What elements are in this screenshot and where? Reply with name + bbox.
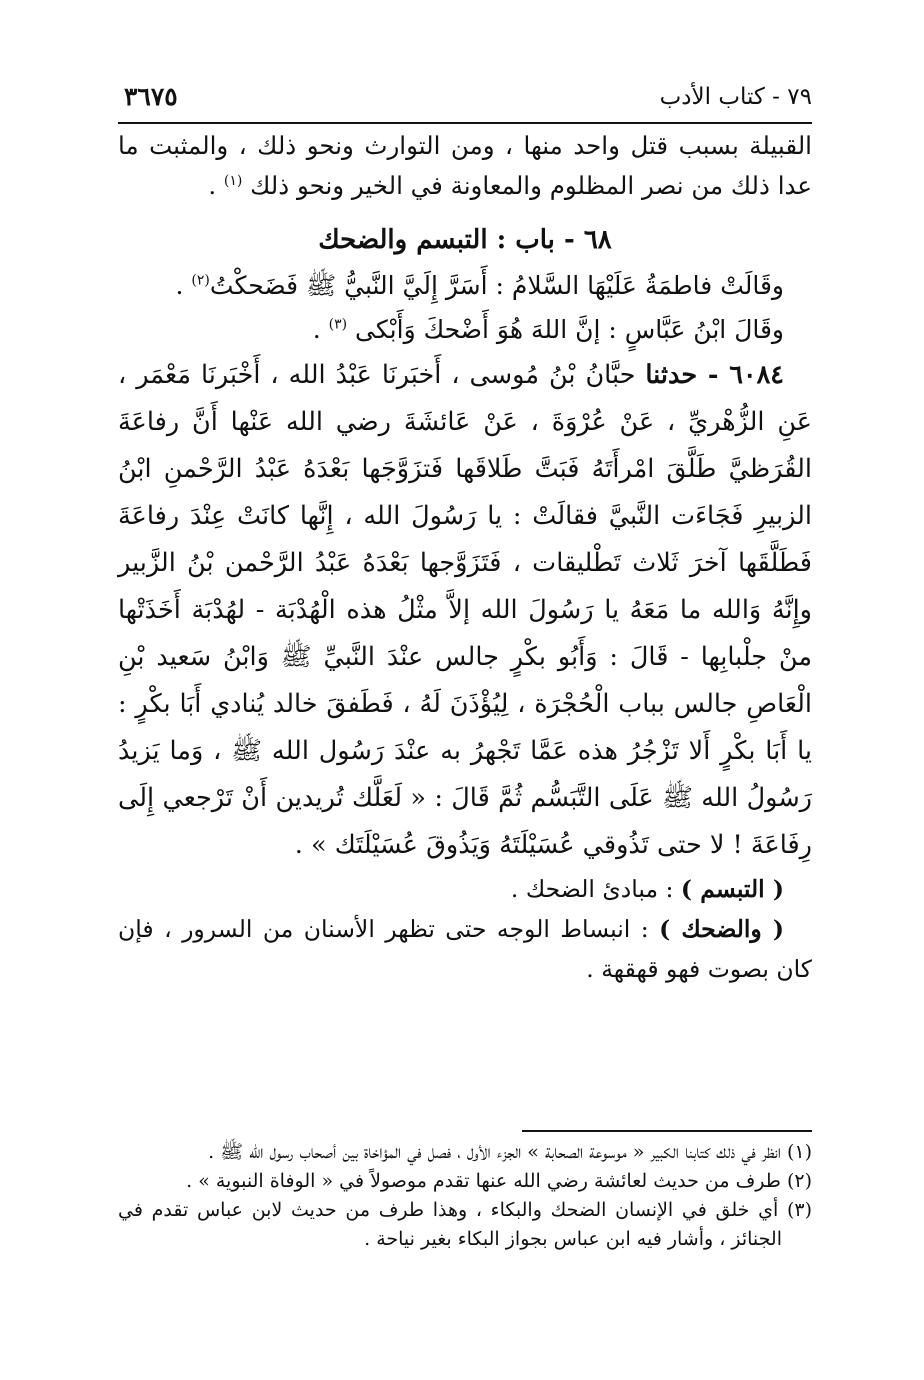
chapter-heading: ٦٨ - باب : التبسم والضحك bbox=[318, 225, 612, 255]
page-header bbox=[118, 78, 812, 124]
gloss-term: ( والضحك ) bbox=[659, 915, 784, 943]
intro-text: القبيلة بسبب قتل واحد منها ، ومن التوارث ونحو ذلك ، والمثبت ما عدا ذلك من نصر المظلوم والمعاونة في الخير ونحو ذلك bbox=[118, 131, 812, 200]
footnote-ref-1[interactable]: (١) bbox=[223, 172, 243, 189]
hadith-6084 bbox=[118, 352, 812, 869]
footnote-2: (٢) طرف من حديث لعائشة رضي الله عنها تقدم موصولاً في « الوفاة النبوية » . bbox=[186, 1170, 812, 1192]
chapter-title: ٧٩ - كتاب الأدب bbox=[659, 84, 812, 110]
footnote-3: (٣) أي خلق في الإنسان الضحك والبكاء ، وهذا طرف من حديث لابن عباس تقدم في الجنائز ، وأشار فيه ابن عباس بجواز البكاء بغير نياحة . bbox=[118, 1199, 812, 1250]
footnote-divider bbox=[522, 1130, 812, 1132]
page-number: ٣٦٧٥ bbox=[124, 82, 178, 111]
footnote-1: (١) انظر في ذلك كتابنا الكبير « موسوعة الصحابة » الجزء الأول ، فصل في المؤاخاة بين أصحاب رسول الله ﷺ . bbox=[208, 1141, 812, 1163]
quote-ibn-abbas bbox=[118, 308, 812, 352]
gloss-tabassum bbox=[118, 869, 812, 909]
book-page bbox=[118, 78, 812, 1340]
intro-paragraph bbox=[118, 126, 812, 206]
gloss-dahik bbox=[118, 909, 812, 989]
quote-end: . bbox=[312, 315, 329, 344]
hadith-text: حبَّانُ بْنُ مُوسى ، أَخبَرنَا عَبْدُ الله ، أَخْبَرنَا مَعْمَر ، عَنِ الزُّهْريِّ ، عَنْ عُرْوَةَ ، عَنْ عَائشَةَ رضي الله عَنْها أَنَّ رفاعَةَ القُرَظيَّ طَلَّقَ امْرأَتَهُ فَبَتَّ طَلاقَها فَتزَوَّجَها بَعْدَهُ عَبْدُ الرَّحْمنِ ابْنُ الزبيرِ فَجَاءَت النَّبيَّ فقالَتْ : يا رَسُولَ الله ، إِنَّها كانَتْ عِنْدَ رفاعَةَ فَطَلَّقَها آخرَ ثَلاث تَطْليقات ، فَتَزَوَّجها بَعْدَهُ عَبْدُ الرَّحْمن بْنُ الزَّبير وإِنَّهُ وَالله ما مَعَهُ يا رَسُولَ الله إلاَّ مثْلُ هذه الْهُدْبَة - لهُدْبَة أَخَذَتْها منْ جلْبابِها - قَالَ : وَأَبُو بكْرٍ جالس عنْدَ النَّبيِّ ﷺ وَابْنُ سَعيد بْنِ الْعَاصِ جالس بباب الْحُجْرَة ، لِيُؤْذَنَ لَهُ ، فَطَفقَ خالد يُنادي أَبَا بكْرٍ : يا أَبَا بكْرٍ أَلا تَزْجُرُ هذه عَمَّا تَجْهرُ به عنْدَ رَسُول الله ﷺ ، وَما يَزيدُ رَسُولُ الله ﷺ عَلَى التَّبَسُّم ثُمَّ قَالَ : « لَعَلَّك تُريدين أَنْ تَرْجعي إِلَى رِفَاعَةَ ! لا حتى تَذُوقي عُسَيْلَتَهُ وَيَذُوقَ عُسَيْلَتَك » . bbox=[118, 360, 812, 860]
hadith-number: ٦٠٨٤ - حدثنا bbox=[645, 360, 784, 390]
quote-text: وقَالَ ابْنُ عَبَّاسٍ : إنَّ اللهَ هُوَ أَضْحكَ وَأَبْكى bbox=[355, 315, 784, 344]
gloss-term: ( التبسم ) bbox=[680, 875, 784, 903]
intro-end: . bbox=[208, 171, 224, 200]
footnotes-section bbox=[118, 1130, 812, 1254]
gloss-definition: : انبساط الوجه حتى تظهر الأسنان من السرور ، فإن كان بصوت فهو قهقهة . bbox=[118, 915, 812, 983]
footnote-ref-3[interactable]: (٣) bbox=[328, 316, 348, 333]
quote-fatima bbox=[118, 264, 812, 308]
quote-end: . bbox=[175, 271, 192, 300]
footnote-ref-2[interactable]: (٢) bbox=[191, 272, 210, 289]
quote-text: وقَالَتْ فاطمَةُ عَلَيْهَا السَّلامُ : أَسَرَّ إِلَيَّ النَّبيُّ ﷺ فَضَحكْتُ bbox=[209, 271, 784, 300]
gloss-definition: : مبادئ الضحك . bbox=[510, 875, 681, 903]
